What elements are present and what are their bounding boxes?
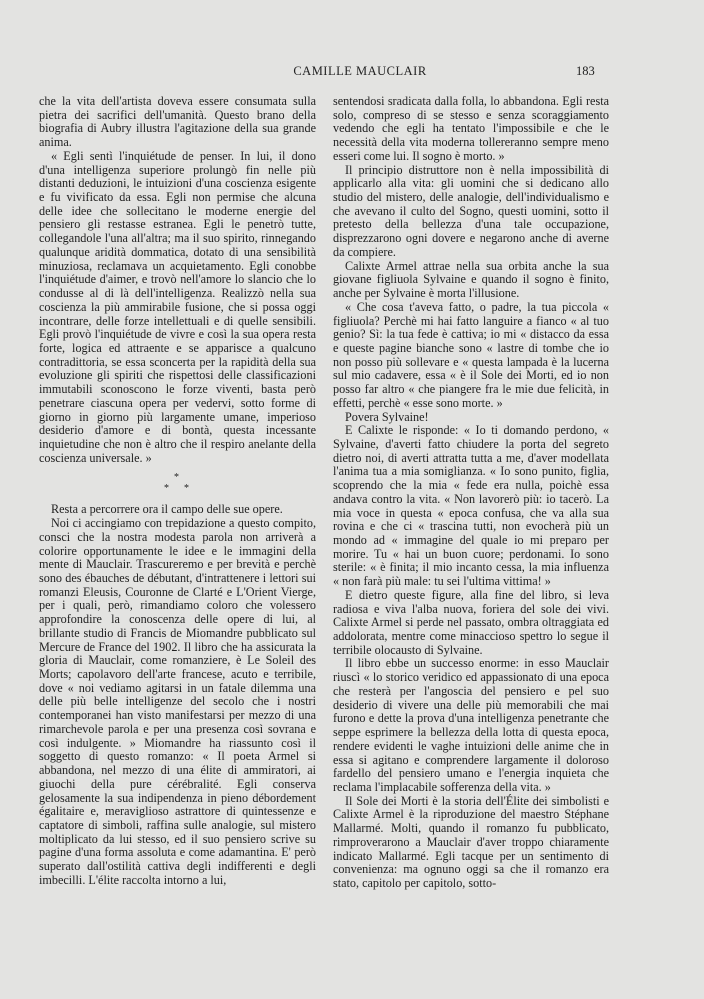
paragraph: Resta a percorrere ora il campo delle sue opere. [51,502,283,517]
quote-paragraph: « Che cosa t'aveva fatto, o padre, la tua piccola « figliuola? Perchè mi hai fatto languire a fianco « al tuo genio? Sì: la tua fede è cattiva; io mi « distacco da essa e queste pagine bianche sono « lastre di tombe che io non posso più sollevare e « questa lampada è la lucerna sul mio cadavere, essa « è il Sole dei Morti, ed io non posso far altro « che piangere fra le mie due felicità, in effetti, perchè « esse sono morte. » [333,299,609,410]
right-column [333,95,609,891]
paragraph: Calixte Armel attrae nella sua orbita anche la sua giovane figliuola Sylvaine e quando il sogno è finito, anche per Sylvaine è morta l'illusione. [333,258,609,301]
quote-paragraph: E Calixte le risponde: « Io ti domando perdono, « Sylvaine, d'averti fatto chiudere la porta del segreto dietro noi, di averti attratta tutta a me, d'aver modellata l'anima tua a mia somiglianza. « Io sono punito, figlia, scoprendo che la mia « fede era nulla, poichè essa andava contro la vita. « Non lavorerò più: io tacerò. La mia voce in questa « epoca confusa, che va alla sua rovina e che ci « trascina tutti, non evocherà più un mondo ad « immagine del quale io mi preparo per morire. Tu « hai un buon cuore; perdonami. Io sono sterile: « è finita; il mio incanto cessa, la mia influenza « non farà più male: tu sei l'ultima vittima! » [333,423,609,589]
paragraph: Il libro ebbe un successo enorme: in esso Mauclair riuscì « lo storico veridico ed appassionato di una epoca che resterà per l'angoscia del pensiero e pel suo desiderio di vivere una delle più memorabili che mai furono e dette la prova d'una intelligenza penetrante che seppe esprimere la bellezza della lotta di questa epoca, rendere evidenti le vaghe intuizioni delle anime che in essa si agitano e comprendere largamente il doloroso fardello del pensiero umano e l'energia inquieta che reclama l'implacabile sofferenza della vita. » [333,656,609,794]
paragraph: Noi ci accingiamo con trepidazione a questo compito, consci che la nostra modesta parola non arriverà a colorire opportunamente le idee e le immagini della mente di Mauclair. Trascureremo e per brevità e perchè sono des ébauches de débutant, d'intrattenere i lettori sui romanzi Eleusis, Couronne de Clarté e L'Orient Vierge, per i quali, però, rimandiamo coloro che volessero approfondire la conoscenza delle opere di lui, al brillante studio di Francis de Miomandre pubblicato sul Mercure de France del 1902. Il libro che ha assicurata la gloria di Mauclair, come romanziere, è Le Soleil des Morts; capolavoro dell'arte francese, acuto e terribile, dove « noi vediamo agitarsi in un fatale dilemma una delle più belle intelligenze del secolo che i nostri contemporanei han visto manifestarsi per mezzo di una rimarchevole parola e per una presenza così sovrana e così indulgente. » Miomandre ha riassunto così il soggetto di questo romanzo: « Il poeta Armel si abbandona, nel mezzo di una élite di ammiratori, ai giuochi della pure cérébralité. Egli conserva gelosamente la sua indipendenza in pieno débordement égalitaire e, meraviglioso astrattore di quintessenze e captatore di simboli, raffina sulle analogie, sul mistero moltiplicato da lui stesso, ed il suo pensiero scrive su pagine d'una forma assoluta e come adamantina. E' però superato dall'ostilità cattiva degli indifferenti e degli imbecilli. L'élite raccolta intorno a lui, [39,516,316,887]
section-separator [39,469,316,499]
paragraph: sentendosi sradicata dalla folla, lo abbandona. Egli resta solo, compreso di se stesso e senza scoraggiamento vedendo che egli ha tentato l'impossibile e che le necessità della vita moderna tollereranno sempre meno esseri come lui. Il sogno è morto. » [333,94,609,163]
left-column [39,95,316,888]
paragraph: che la vita dell'artista doveva essere consumata sulla pietra dei sacrifici dell'umanità. Questo brano della biografia di Aubry illustra l'agitazione della sua grande anima. [39,94,316,150]
paragraph: Povera Sylvaine! [345,409,429,424]
separator-asterisk: * [184,483,189,495]
paragraph: « Egli sentì l'inquiétude de penser. In lui, il dono d'una intelligenza superiore prolungò fin nelle più distanti deduzioni, le intuizioni d'una coscienza esigente e fu vivificato da essa. Egli non permise che alcuna delle idee che sollecitano le moderne energie del pensiero gli restasse estranea. Egli le penetrò tutte, collegandole l'una all'altra; ma il suo spirito, rinnegando qualunque aridità dommatica, dotato di una sensibilità minuziosa, reclamava un acquietamento. Egli conobbe l'inquiétude d'aimer, e trovò nell'amore lo slancio che lo condusse al di là dell'intelligenza. Realizzò nella sua coscienza la più ammirabile fusione, che si possa oggi incontrare, delle forze intellettuali e di quelle sensibili. Egli provò l'inquiétude de vivre e così la sua opera resta forte, logica ed attraente e se apparisce a qualcuno contradittoria, se essa sconcerta per la rapidità della sua evoluzione gli spiriti che rispettosi delle classificazioni immutabili sconoscono le forze viventi, basta però penetrare ciascuna opera per vedervi, sotto forme di giorno in giorno più largamente umane, imperioso desiderio d'amore e di bontà, questa incessante inquietudine che non è altro che il respiro anelante della coscienza universale. » [39,148,316,465]
running-head-title: CAMILLE MAUCLAIR [293,64,427,78]
paragraph: Il Sole dei Morti è la storia dell'Élite dei simbolisti e Calixte Armel è la riproduzione del maestro Stéphane Mallarmé. Molti, quando il romanzo fu pubblicato, rimproverarono a Mauclair d'aver troppo chiaramente indicato Mallarmé. Egli tacque per un sentimento di convenienza: ma ognuno oggi sa che il romanzo era stato, capitolo per capitolo, sotto- [333,793,609,890]
paragraph: Il principio distruttore non è nella impossibilità di applicarlo alla vita: gli uomini che si dedicano allo studio del mistero, delle analogie, dell'individualismo e che avevano il culto del Sogno, questi uomini, sotto il pretesto della bellezza d'una tale occupazione, disprezzarono ogni dovere e negarono anche di averne da compiere. [333,162,609,259]
separator-asterisk: * [164,483,169,495]
page-number: 183 [576,64,595,78]
paragraph: E dietro queste figure, alla fine del libro, si leva radiosa e viva l'alba nuova, foriera del sole dei vivi. Calixte Armel si perde nel passato, ombra oltraggiata ed addolorata, mentre come minaccioso spettro lo segue il terribile olocausto di Sylvaine. [333,587,609,657]
separator-asterisk: * [174,472,179,484]
